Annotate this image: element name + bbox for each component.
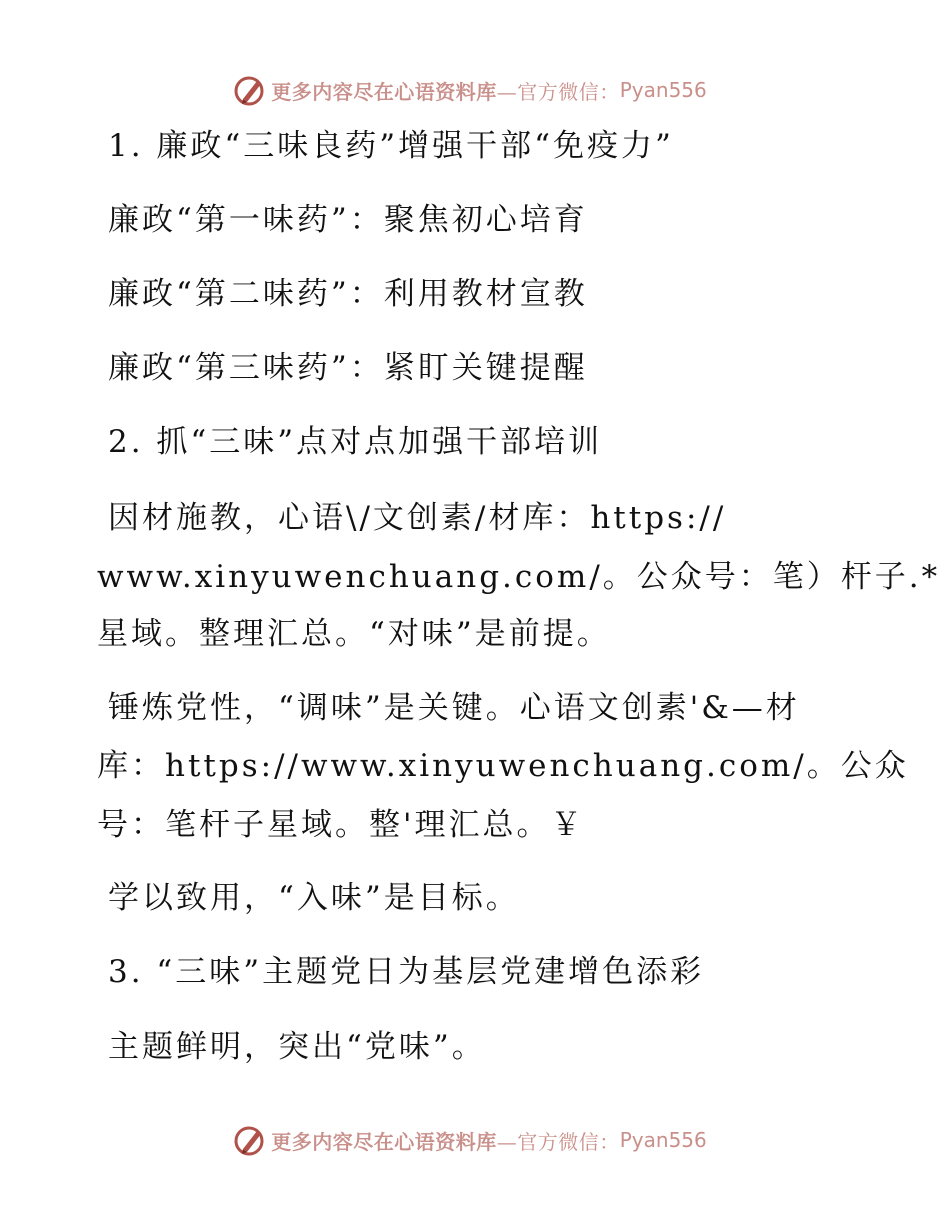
header-sub-text: —官方微信： (496, 79, 620, 104)
heading-2: 2. 抓“三味”点对点加强干部培训 (108, 424, 603, 460)
paragraph-line: 廉政“第一味药”：聚焦初心培育 (108, 202, 588, 238)
footer-sub-text: —官方微信： (496, 1129, 620, 1154)
paragraph-line: www.xinyuwenchuang.com/。公众号：笔）杆子.* (97, 559, 941, 595)
heading-3: 3. “三味”主题党日为基层党建增色添彩 (108, 954, 705, 990)
paragraph-line: 学以致用，“入味”是目标。 (108, 880, 520, 916)
paragraph-line: 因材施教，心语\/文创素/材库：https:// (108, 500, 727, 536)
paragraph-line: 库：https://www.xinyuwenchuang.com/。公众 (97, 748, 909, 784)
paragraph-line: 廉政“第三味药”：紧盯关键提醒 (108, 350, 588, 386)
heading-1: 1. 廉政“三味良药”增强干部“免疫力” (108, 128, 674, 164)
paragraph-line: 廉政“第二味药”：利用教材宣教 (108, 276, 588, 312)
paragraph-line: 星域。整理汇总。“对味”是前提。 (97, 616, 611, 652)
footer-banner (0, 1120, 950, 1160)
header-banner (0, 70, 950, 110)
paragraph-line: 锤炼党性，“调味”是关键。心语文创素'&—材 (108, 690, 800, 726)
footer-main-text: 更多内容尽在心语资料库 (271, 1129, 497, 1154)
footer-wechat-id: Pyan556 (619, 1128, 707, 1152)
header-wechat-id: Pyan556 (619, 78, 707, 102)
pen-logo-icon (233, 1123, 267, 1157)
paragraph-line: 号：笔杆子星域。整'理汇总。￥ (97, 807, 585, 843)
header-main-text: 更多内容尽在心语资料库 (271, 79, 497, 104)
paragraph-line: 主题鲜明，突出“党味”。 (108, 1029, 486, 1065)
pen-logo-icon (233, 73, 267, 107)
